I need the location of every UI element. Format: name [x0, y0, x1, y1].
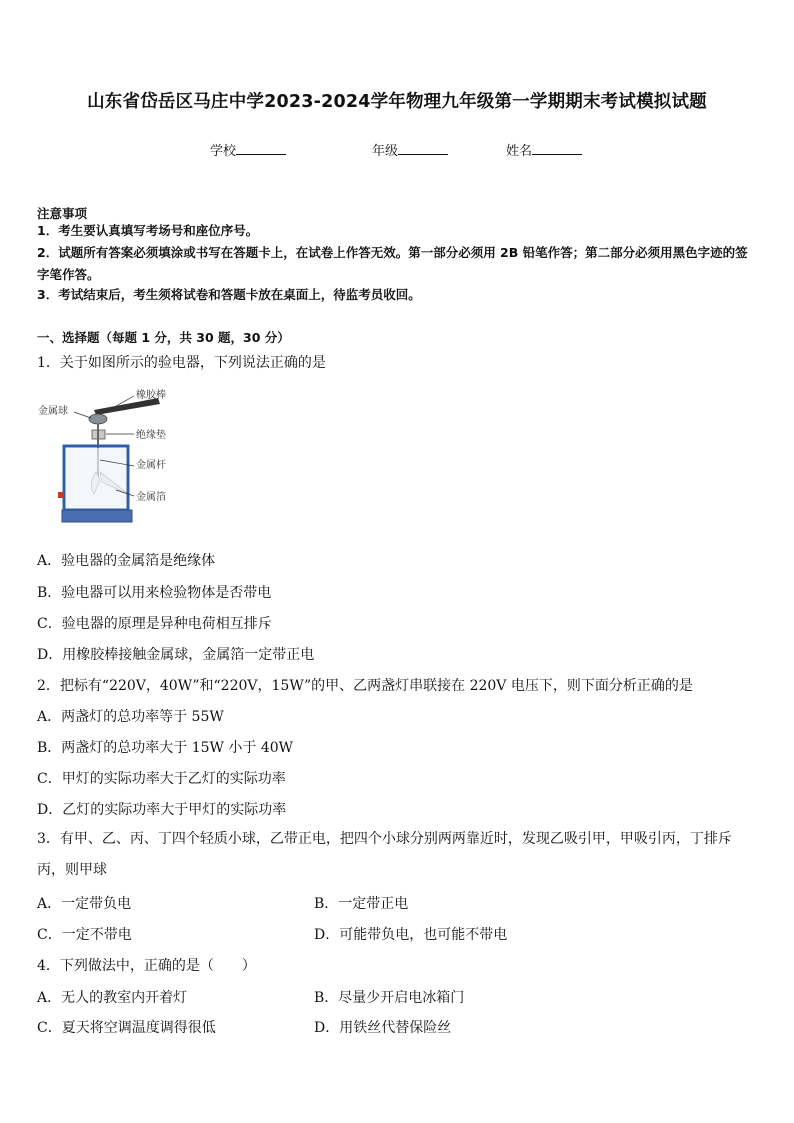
q4-option-d[interactable]: D．用铁丝代替保险丝	[314, 1020, 452, 1036]
notice-heading: 注意事项	[37, 206, 88, 221]
q2-option-b[interactable]: B．两盏灯的总功率大于 15W 小于 40W	[37, 740, 294, 756]
base-shape	[62, 510, 132, 522]
q1-option-a[interactable]: A．验电器的金属箔是绝缘体	[37, 553, 216, 569]
q3-option-b[interactable]: B．一定带正电	[314, 896, 409, 912]
label-metal-bar: 金属杆	[136, 460, 166, 471]
section-heading: 一、选择题（每题 1 分，共 30 题，30 分）	[37, 330, 290, 345]
name-blank[interactable]	[532, 142, 582, 155]
school-field	[210, 140, 286, 159]
grade-label: 年级	[372, 144, 399, 159]
q2-option-c[interactable]: C．甲灯的实际功率大于乙灯的实际功率	[37, 771, 286, 787]
school-label: 学校	[210, 144, 237, 159]
q2-option-a[interactable]: A．两盏灯的总功率等于 55W	[37, 709, 224, 725]
notice-item: 3．考试结束后，考生须将试卷和答题卡放在桌面上，待监考员收回。	[37, 287, 421, 302]
electroscope-figure	[36, 382, 186, 527]
q4-option-b[interactable]: B．尽量少开启电冰箱门	[314, 990, 465, 1006]
page-title: 山东省岱岳区马庄中学2023-2024学年物理九年级第一学期期末考试模拟试题	[87, 92, 707, 112]
grade-field	[372, 140, 448, 159]
question-2-stem: 2．把标有“220V，40W”和“220V，15W”的甲、乙两盏灯串联接在 220V 电压下，则下面分析正确的是	[37, 678, 693, 694]
question-1-stem: 1．关于如图所示的验电器，下列说法正确的是	[37, 355, 326, 371]
label-metal-foil: 金属箔	[136, 492, 166, 503]
notice-item: 1．考生要认真填写考场号和座位序号。	[37, 223, 259, 238]
name-field	[506, 140, 582, 159]
school-blank[interactable]	[236, 142, 286, 155]
q3-option-a[interactable]: A．一定带负电	[37, 896, 132, 912]
label-metal-ball: 金属球	[38, 406, 68, 417]
grade-blank[interactable]	[398, 142, 448, 155]
glass-fill	[66, 448, 126, 508]
q1-option-b[interactable]: B．验电器可以用来检验物体是否带电	[37, 585, 272, 601]
label-insulating-pad: 绝缘垫	[136, 430, 166, 441]
q3-option-d[interactable]: D．可能带负电，也可能不带电	[314, 927, 508, 943]
question-4-stem: 4．下列做法中，正确的是（ ）	[37, 958, 256, 974]
label-rubber-rod: 橡胶棒	[136, 390, 166, 401]
name-label: 姓名	[506, 144, 533, 159]
q3-option-c[interactable]: C．一定不带电	[37, 927, 132, 943]
q4-option-a[interactable]: A．无人的教室内开着灯	[37, 990, 188, 1006]
question-3-stem: 3．有甲、乙、丙、丁四个轻质小球，乙带正电，把四个小球分别两两靠近时，发现乙吸引甲，甲吸引丙，丁排斥丙，则甲球	[37, 831, 732, 878]
knob-shape	[58, 492, 64, 498]
q2-option-d[interactable]: D．乙灯的实际功率大于甲灯的实际功率	[37, 802, 287, 818]
notice-item: 2．试题所有答案必须填涂或书写在答题卡上，在试卷上作答无效。第一部分必须用 2B 铅笔作答；第二部分必须用黑色字迹的签字笔作答。	[37, 245, 748, 282]
q1-option-d[interactable]: D．用橡胶棒接触金属球，金属箔一定带正电	[37, 647, 315, 663]
q1-option-c[interactable]: C．验电器的原理是异种电荷相互排斥	[37, 616, 272, 632]
q4-option-c[interactable]: C．夏天将空调温度调得很低	[37, 1020, 216, 1036]
metal-ball-shape	[89, 414, 107, 424]
